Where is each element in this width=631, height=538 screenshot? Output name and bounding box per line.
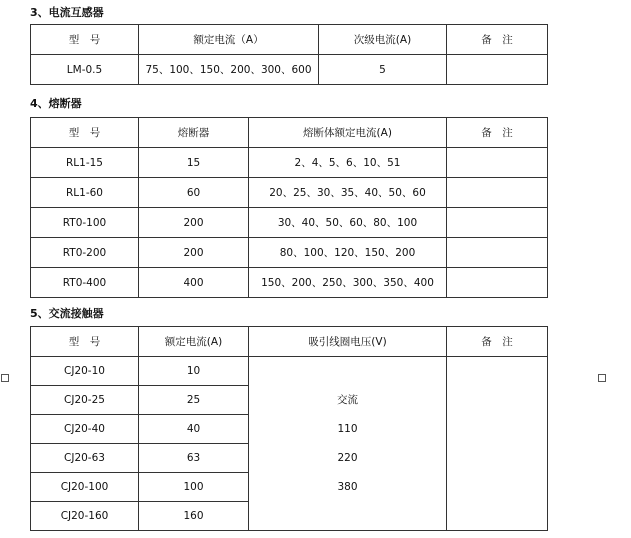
table-cell: CJ20-10	[31, 357, 139, 386]
table-row	[31, 268, 548, 298]
table-cell: RT0-100	[31, 208, 139, 238]
header-cell: 额定电流(A)	[139, 327, 249, 357]
table-cell: 2、4、5、6、10、51	[249, 148, 447, 178]
table-cell: LM-0.5	[31, 55, 139, 85]
header-cell: 型 号	[31, 25, 139, 55]
table-cell: CJ20-160	[31, 502, 139, 531]
table-cell	[447, 148, 548, 178]
header-cell: 熔断器	[139, 118, 249, 148]
header-cell: 型 号	[31, 327, 139, 357]
table-cell: 10	[139, 357, 249, 386]
header-cell: 吸引线圈电压(V)	[249, 327, 447, 357]
table-cell	[447, 208, 548, 238]
right-handle-marker	[598, 374, 606, 382]
header-cell: 额定电流（A）	[139, 25, 319, 55]
coil-voltage-value: 380	[337, 480, 358, 493]
fuse-table	[30, 117, 548, 298]
table-cell	[447, 178, 548, 208]
header-cell: 熔断体额定电流(A)	[249, 118, 447, 148]
left-handle-marker	[1, 374, 9, 382]
section-title-current-transformer: 3、电流互感器	[30, 6, 104, 19]
table-cell: 80、100、120、150、200	[249, 238, 447, 268]
table-cell: 75、100、150、200、300、600	[139, 55, 319, 85]
section-title-ac-contactor: 5、交流接触器	[30, 307, 104, 320]
ac-contactor-table	[30, 326, 548, 531]
header-cell: 备 注	[447, 118, 548, 148]
table-row	[31, 55, 548, 85]
remarks-cell	[447, 357, 548, 531]
table-row	[31, 148, 548, 178]
header-cell: 型 号	[31, 118, 139, 148]
table-cell: CJ20-25	[31, 386, 139, 415]
table-cell	[447, 55, 548, 85]
table-cell: RT0-400	[31, 268, 139, 298]
table-cell: RT0-200	[31, 238, 139, 268]
table-cell: 30、40、50、60、80、100	[249, 208, 447, 238]
table-cell: 400	[139, 268, 249, 298]
table-row	[31, 208, 548, 238]
header-cell: 次级电流(A)	[319, 25, 447, 55]
coil-voltage-type: 交流	[337, 393, 358, 406]
table-row	[31, 178, 548, 208]
table-cell: 40	[139, 415, 249, 444]
table-cell: RL1-60	[31, 178, 139, 208]
table-cell: CJ20-63	[31, 444, 139, 473]
section-title-fuse: 4、熔断器	[30, 97, 82, 110]
table-cell: 160	[139, 502, 249, 531]
table-header-row	[31, 327, 548, 357]
table-row	[31, 238, 548, 268]
table-cell: 200	[139, 238, 249, 268]
table-cell: 200	[139, 208, 249, 238]
table-cell: CJ20-100	[31, 473, 139, 502]
table-cell: 25	[139, 386, 249, 415]
table-cell: 60	[139, 178, 249, 208]
table-cell: RL1-15	[31, 148, 139, 178]
table-cell: 150、200、250、300、350、400	[249, 268, 447, 298]
header-cell: 备 注	[447, 25, 548, 55]
current-transformer-table	[30, 24, 548, 85]
table-cell: 63	[139, 444, 249, 473]
table-cell: CJ20-40	[31, 415, 139, 444]
table-cell: 100	[139, 473, 249, 502]
header-cell: 备 注	[447, 327, 548, 357]
table-cell	[447, 268, 548, 298]
table-header-row	[31, 25, 548, 55]
table-cell: 20、25、30、35、40、50、60	[249, 178, 447, 208]
table-header-row	[31, 118, 548, 148]
coil-voltage-value: 220	[337, 451, 358, 464]
table-cell: 5	[319, 55, 447, 85]
table-cell: 15	[139, 148, 249, 178]
table-cell	[447, 238, 548, 268]
coil-voltage-cell	[249, 357, 447, 531]
coil-voltage-value: 110	[337, 422, 358, 435]
table-row	[31, 357, 548, 386]
